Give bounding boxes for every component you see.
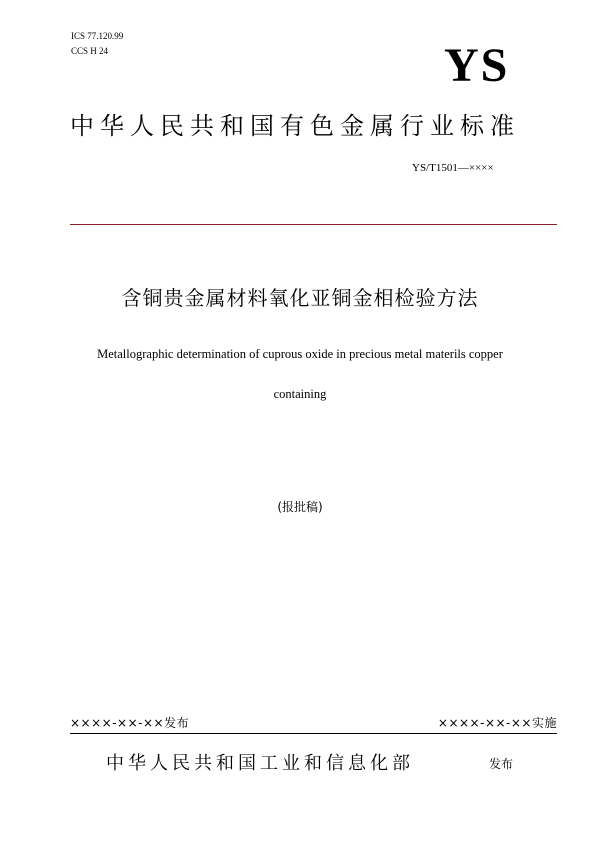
document-title-en-line2: containing xyxy=(273,387,327,401)
implementation-date: ××××-××-××实施 xyxy=(437,716,557,730)
ys-logo: YS xyxy=(444,39,510,92)
issuing-authority: 中华人民共和国工业和信息化部 xyxy=(106,753,414,774)
issue-label: 发布 xyxy=(489,757,514,771)
publish-date: ××××-××-××发布 xyxy=(70,716,190,730)
ics-code: ICS 77.120.99 xyxy=(71,31,124,41)
document-title-en-line1: Metallographic determination of cuprous oxide in precious metal materils copper xyxy=(97,347,503,361)
document-title-cn: 含铜贵金属材料氧化亚铜金相检验方法 xyxy=(121,286,479,310)
bottom-divider xyxy=(70,733,557,734)
ccs-code: CCS H 24 xyxy=(71,46,109,56)
top-divider xyxy=(70,224,557,225)
draft-status-label: (报批稿) xyxy=(277,500,323,514)
standard-category-title: 中华人民共和国有色金属行业标准 xyxy=(70,112,520,140)
standard-number: YS/T1501—×××× xyxy=(412,162,494,174)
